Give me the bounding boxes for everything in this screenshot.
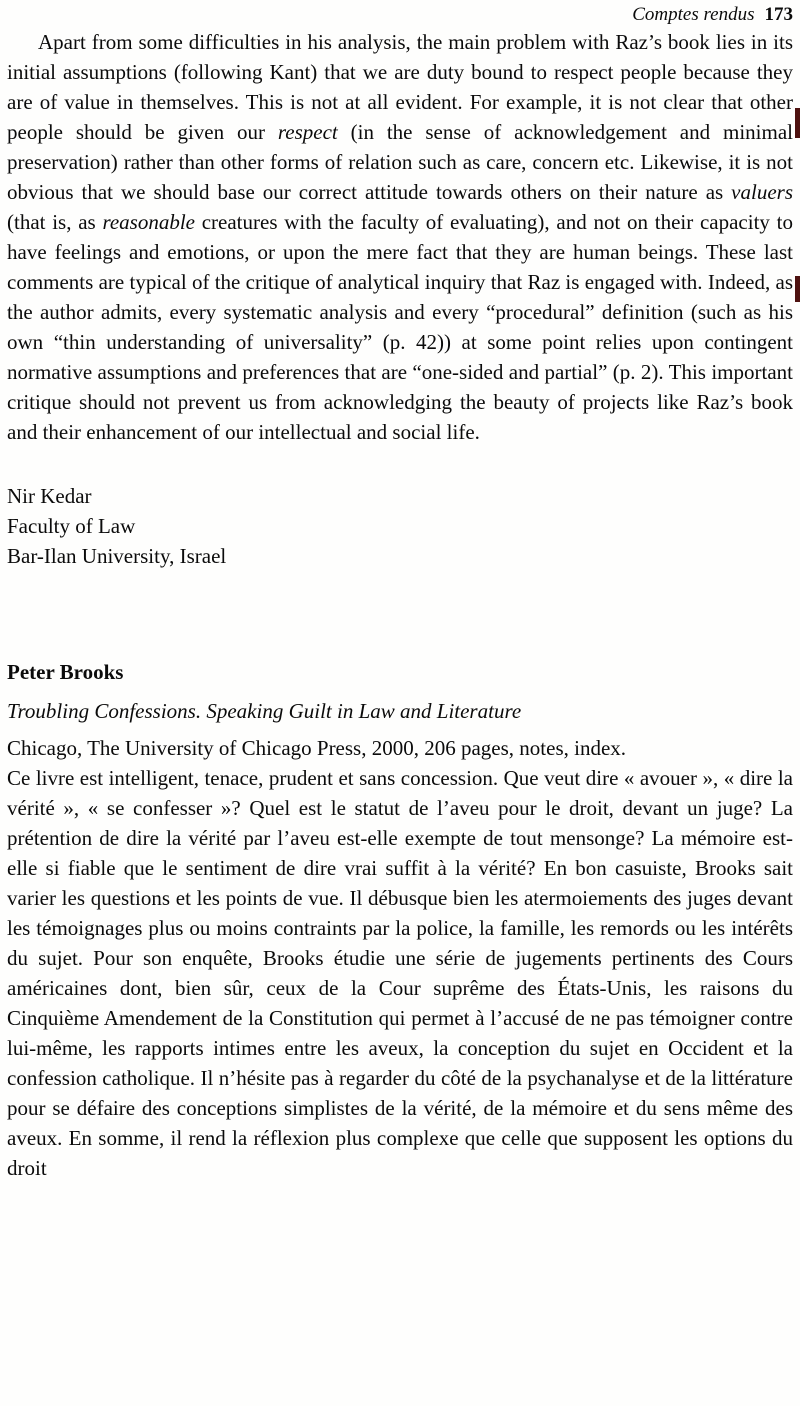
scan-artifact <box>795 108 800 138</box>
reviewer-faculty: Faculty of Law <box>7 514 136 538</box>
page-number: 173 <box>764 4 793 25</box>
reviewer-university: Bar-Ilan University, Israel <box>7 544 227 568</box>
next-review-heading <box>7 657 793 763</box>
review-closing-paragraph: Apart from some difficulties in his analysis, the main problem with Raz’s book lies in its initial assumptions (following Kant) that we are duty bound to respect people because they are of value in themselves. This is not at all evident. For example, it is not clear that other people should be given our respect (in the sense of acknowledgement and minimal preservation) rather than other forms of relation such as care, concern etc. Likewise, it is not obvious that we should base our correct attitude towards others on their nature as valuers (that is, as reasonable creatures with the faculty of evaluating), and not on their capacity to have feelings and emotions, or upon the mere fact that they are human beings. These last comments are typical of the critique of analytical inquiry that Raz is engaged with. Indeed, as the author admits, every systematic analysis and every “procedural” definition (such as his own “thin understanding of universality” (p. 42)) at some point relies upon contingent normative assumptions and preferences that are “one-sided and partial” (p. 2). This important critique should not prevent us from acknowledging the beauty of projects like Raz’s book and their enhancement of our intellectual and social life. <box>7 30 793 444</box>
reviewer-name: Nir Kedar <box>7 484 92 508</box>
scan-artifact <box>795 276 800 302</box>
book-title: Troubling Confessions. Speaking Guilt in Law and Literature <box>7 699 522 723</box>
book-author: Peter Brooks <box>7 660 124 684</box>
running-header-section-title: Comptes rendus <box>632 4 755 25</box>
running-header <box>7 3 793 27</box>
reviewer-signature <box>7 481 793 571</box>
review-body-paragraph: Ce livre est intelligent, tenace, prudent et sans concession. Que veut dire « avouer », « dire la vérité », « se confesser »? Quel est le statut de l’aveu pour le droit, devant un juge? La prétention de dire la vérité par l’aveu est-elle exempte de tout mensonge? La mémoire est-elle si fiable que le sentiment de dire vrai suffit à la vérité? En bon casuiste, Brooks sait varier les questions et les points de vue. Il débusque bien les atermoiements des juges devant les témoignages plus ou moins contraints par la police, la famille, les remords ou les intérêts du sujet. Pour son enquête, Brooks étudie une série de jugements pertinents des Cours américaines dont, bien sûr, ceux de la Cour suprême des États-Unis, les raisons du Cinquième Amendement de la Constitution qui permet à l’accusé de ne pas témoigner contre lui-même, les rapports intimes entre les aveux, la conception du sujet en Occident et la confession catholique. Il n’hésite pas à regarder du côté de la psychanalyse et de la littérature pour se défaire des conceptions simplistes de la vérité, de la mémoire et du sens même des aveux. En somme, il rend la réflexion plus complexe que celle que supposent les options du droit <box>7 766 793 1180</box>
book-publication-info: Chicago, The University of Chicago Press, 2000, 206 pages, notes, index. <box>7 736 627 760</box>
